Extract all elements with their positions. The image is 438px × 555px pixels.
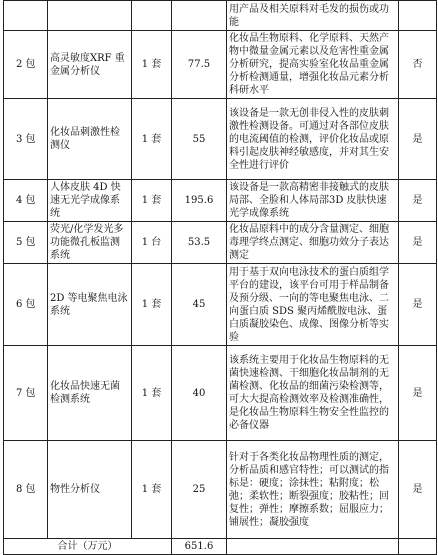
- empty-cell: [227, 539, 399, 555]
- equipment-name: 荧光/化学发光多功能微孔板监测系统: [48, 222, 132, 264]
- empty-cell: [399, 539, 437, 555]
- import-flag: 是: [399, 441, 437, 539]
- import-flag: 否: [399, 31, 437, 99]
- description: 该设备是一款无创非侵入性的皮肤刺激性检测设备。可通过对各部位皮肤的电流阈值的检测，评价化妆品或原料引起皮肤神经敏感度，并对其生安全性进行评价: [227, 99, 399, 180]
- package-number: 7 包: [4, 346, 48, 441]
- description: 针对于各类化妆品物理性质的测定，分析品质和感官特性；可以测试的指标是：硬度；涂抹性；粘附度；松弛；柔软性；断裂强度；胶粘性；回复性；弹性；摩擦系数；屈服应力；铺展性；凝胶强度: [227, 441, 399, 539]
- import-flag: 是: [399, 346, 437, 441]
- budget: 40: [172, 346, 227, 441]
- budget: 45: [172, 264, 227, 346]
- quantity: 1 套: [132, 441, 172, 539]
- quantity: 1 套: [132, 264, 172, 346]
- budget: 53.5: [172, 222, 227, 264]
- equipment-name: 化妆品快速无菌检测系统: [48, 346, 132, 441]
- package-number: 3 包: [4, 99, 48, 180]
- package-number: 8 包: [4, 441, 48, 539]
- description: 化妆品生物原料、化学原料、天然产物中微量金属元素以及危害性重金属分析研究，提高实验室化妆品重金属分析检测通量，增强化妆品元素分析科研水平: [227, 31, 399, 99]
- total-label: 合计（万元）: [4, 539, 172, 555]
- equipment-name: [48, 1, 132, 31]
- package-number: 6 包: [4, 264, 48, 346]
- table-row: [4, 222, 437, 264]
- budget: [172, 1, 227, 31]
- quantity: 1 套: [132, 99, 172, 180]
- quantity: 1 套: [132, 180, 172, 222]
- equipment-table: [3, 0, 437, 555]
- equipment-name: 2D 等电聚焦电泳系统: [48, 264, 132, 346]
- quantity: 1 套: [132, 346, 172, 441]
- package-number: 4 包: [4, 180, 48, 222]
- package-number: 2 包: [4, 31, 48, 99]
- package-number: 5 包: [4, 222, 48, 264]
- budget: 55: [172, 99, 227, 180]
- equipment-name: 化妆品刺激性检测仪: [48, 99, 132, 180]
- description: 该设备是一款高精密非接触式的皮肤局部、全脸和人体局部3D 皮肤快速光学成像系统: [227, 180, 399, 222]
- import-flag: [399, 1, 437, 31]
- budget: 77.5: [172, 31, 227, 99]
- table-row: [4, 264, 437, 346]
- import-flag: 是: [399, 264, 437, 346]
- package-number: [4, 1, 48, 31]
- quantity: 1 台: [132, 222, 172, 264]
- import-flag: 是: [399, 222, 437, 264]
- equipment-name: 高灵敏度XRF 重金属分析仪: [48, 31, 132, 99]
- table-row: [4, 441, 437, 539]
- table-row: [4, 180, 437, 222]
- quantity: 1 套: [132, 31, 172, 99]
- import-flag: 是: [399, 180, 437, 222]
- table-row: [4, 99, 437, 180]
- table-row: [4, 31, 437, 99]
- description: 用产品及相关原料对毛发的损伤或功能: [227, 1, 399, 31]
- description: 化妆品原料中的成分含量测定、细胞毒理学终点测定、细胞功效分子表达测定: [227, 222, 399, 264]
- budget: 25: [172, 441, 227, 539]
- import-flag: 是: [399, 99, 437, 180]
- table-row: [4, 1, 437, 31]
- equipment-name: 人体皮肤 4D 快速无光学成像系统: [48, 180, 132, 222]
- description: 用于基于双向电泳技术的蛋白质组学平台的建设，该平台可用于样品制备及预分级、一向的等电聚焦电泳、二向蛋白质 SDS 聚丙烯酰胺电泳、蛋白质凝胶染色、成像、图像分析等实验: [227, 264, 399, 346]
- total-row: [4, 539, 437, 555]
- equipment-name: 物性分析仪: [48, 441, 132, 539]
- budget: 195.6: [172, 180, 227, 222]
- description: 该系统主要用于化妆品生物原料的无菌快速检测、干细胞化妆品制剂的无菌检测、化妆品的细菌污染检测等，可大大提高检测效率及检测准确性，是化妆品生物原料生物安全性监控的必备仪器: [227, 346, 399, 441]
- quantity: [132, 1, 172, 31]
- total-value: 651.6: [172, 539, 227, 555]
- table-row: [4, 346, 437, 441]
